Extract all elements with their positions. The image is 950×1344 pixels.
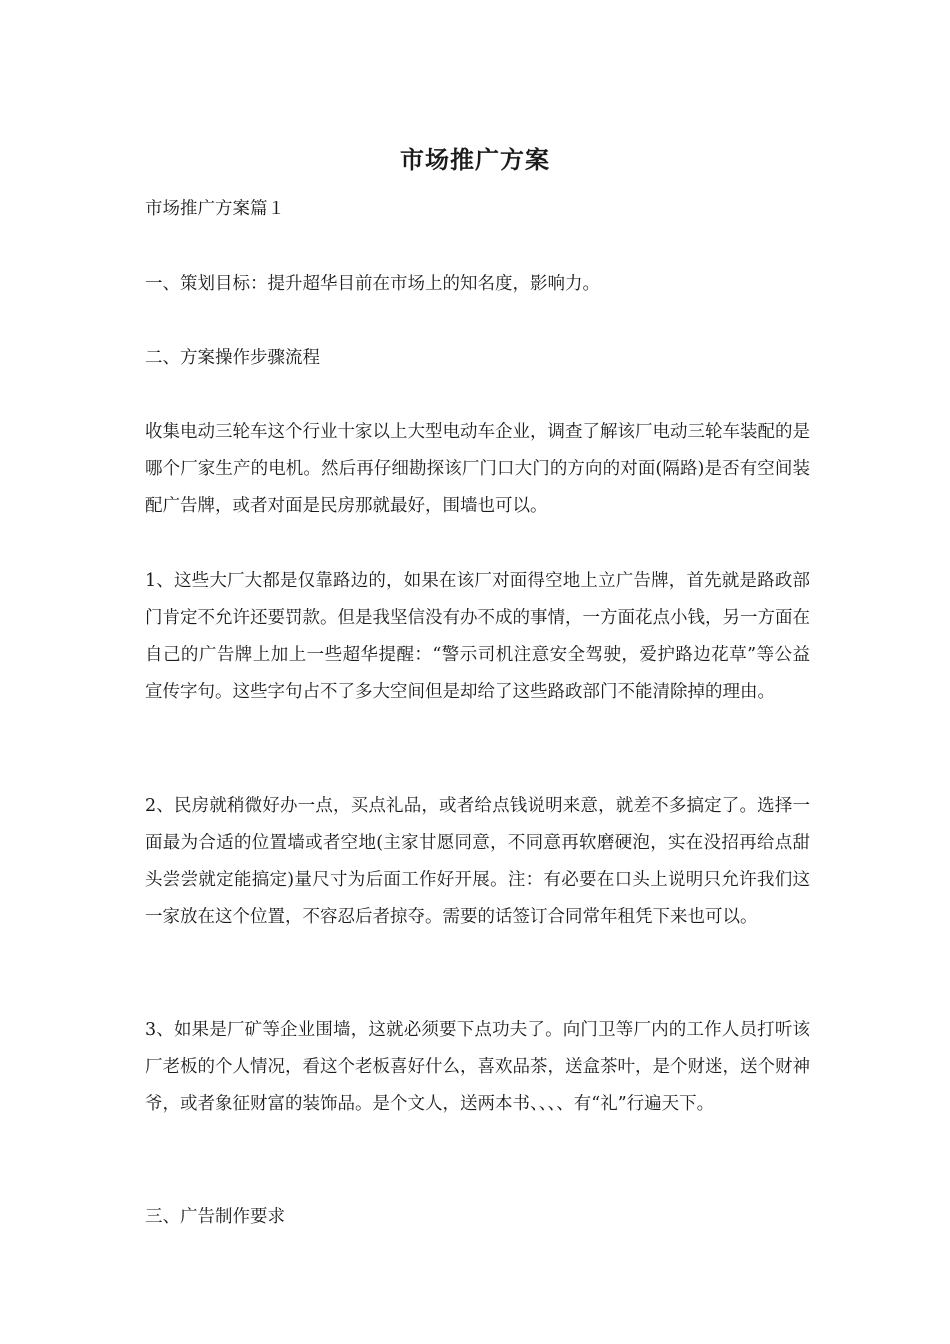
step-two-paragraph: 2、民房就稍微好办一点，买点礼品，或者给点钱说明来意，就差不多搞定了。选择一面最为合适的位置墙或者空地(主家甘愿同意，不同意再软磨硬泡，实在没招再给点甜头尝尝就定能搞定)量尺寸为后面工作好开展。注：有必要在口头上说明只允许我们这一家放在这个位置，不容忍后者掠夺。需要的话签订合同常年租凭下来也可以。 — [145, 796, 810, 927]
section-three-heading: 三、广告制作要求 — [145, 1207, 285, 1227]
goal-heading: 一、策划目标：提升超华目前在市场上的知名度，影响力。 — [145, 274, 600, 294]
step-three-paragraph: 3、如果是厂矿等企业围墙，这就必须要下点功夫了。向门卫等厂内的工作人员打听该厂老板的个人情况，看这个老板喜好什么，喜欢品茶，送盒茶叶，是个财迷，送个财神爷，或者象征财富的装饰品。是个文人，送两本书、、、、有“礼”行遍天下。 — [145, 1020, 810, 1114]
document-title: 市场推广方案 — [400, 145, 550, 174]
section-two-heading: 二、方案操作步骤流程 — [145, 348, 320, 368]
intro-paragraph: 收集电动三轮车这个行业十家以上大型电动车企业，调查了解该厂电动三轮车装配的是哪个厂家生产的电机。然后再仔细勘探该厂门口大门的方向的对面(隔路)是否有空间装配广告牌，或者对面是民房那就最好，围墙也可以。 — [145, 422, 810, 516]
document-subtitle: 市场推广方案篇１ — [145, 199, 285, 219]
step-one-paragraph: 1、这些大厂大都是仅靠路边的，如果在该厂对面得空地上立广告牌，首先就是路政部门肯定不允许还要罚款。但是我坚信没有办不成的事情，一方面花点小钱，另一方面在自己的广告牌上加上一些超华提醒：“警示司机注意安全驾驶，爱护路边花草”等公益宣传字句。这些字句占不了多大空间但是却给了这些路政部门不能清除掉的理由。 — [145, 571, 810, 702]
